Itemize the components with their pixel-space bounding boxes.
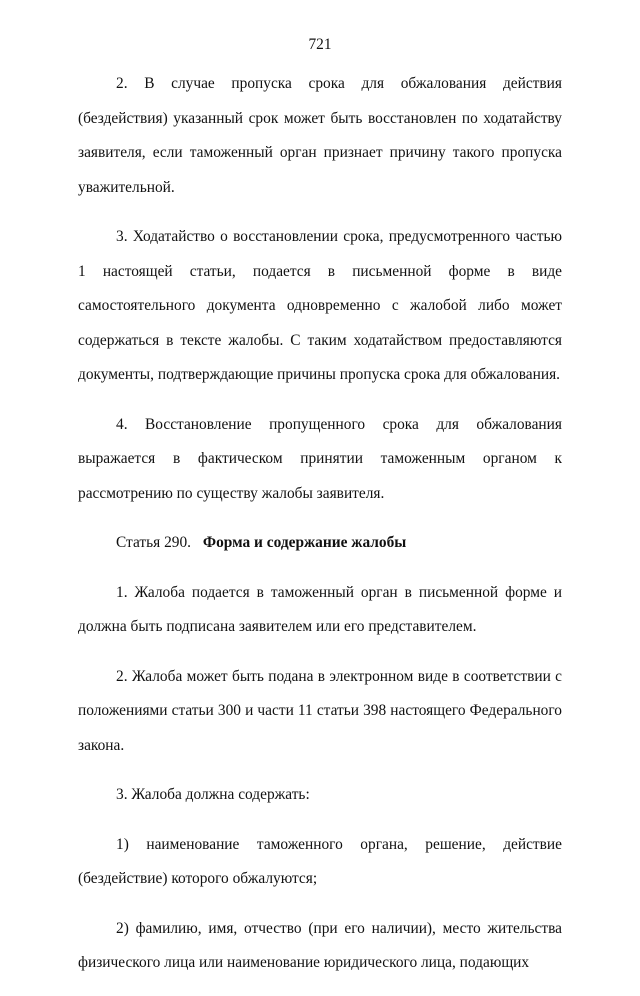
paragraph-restoration-expression: 4. Восстановление пропущенного срока для обжалования выражается в фактическом принятии таможенным органом к рассмотрению по существу жалобы заявителя. — [78, 415, 562, 502]
paragraph-term-restoration: 2. В случае пропуска срока для обжалования действия (бездействия) указанный срок может быть восстановлен по ходатайству заявителя, если таможенный орган признает причину такого пропуска уважительной. — [78, 75, 562, 196]
paragraph-complaint-contents: 3. Жалоба должна содержать: — [116, 786, 310, 803]
list-item-applicant-name: 2) фамилию, имя, отчество (при его наличии), место жительства физического лица или наименование юридического лица, подающих — [78, 919, 562, 971]
list-item-authority-name: 1) наименование таможенного органа, решение, действие (бездействие) которого обжалуются; — [78, 835, 562, 887]
document-body — [78, 67, 562, 996]
article-heading — [78, 526, 562, 561]
paragraph-complaint-electronic: 2. Жалоба может быть подана в электронном виде в соответствии с положениями статьи 300 и части 11 статьи 398 настоящего Федерального закона. — [78, 667, 562, 754]
article-number: Статья 290. — [116, 534, 192, 551]
paragraph-petition-form: 3. Ходатайство о восстановлении срока, предусмотренного частью 1 настоящей статьи, подается в письменной форме в виде самостоятельного документа одновременно с жалобой либо может содержаться в тексте жалобы. С таким ходатайством предоставляются документы, подтверждающие причины пропуска срока для обжалования. — [78, 228, 562, 383]
paragraph-complaint-written: 1. Жалоба подается в таможенный орган в письменной форме и должна быть подписана заявителем или его представителем. — [78, 583, 562, 635]
page-number: 721 — [308, 36, 332, 53]
article-title: Форма и содержание жалобы — [202, 534, 407, 551]
